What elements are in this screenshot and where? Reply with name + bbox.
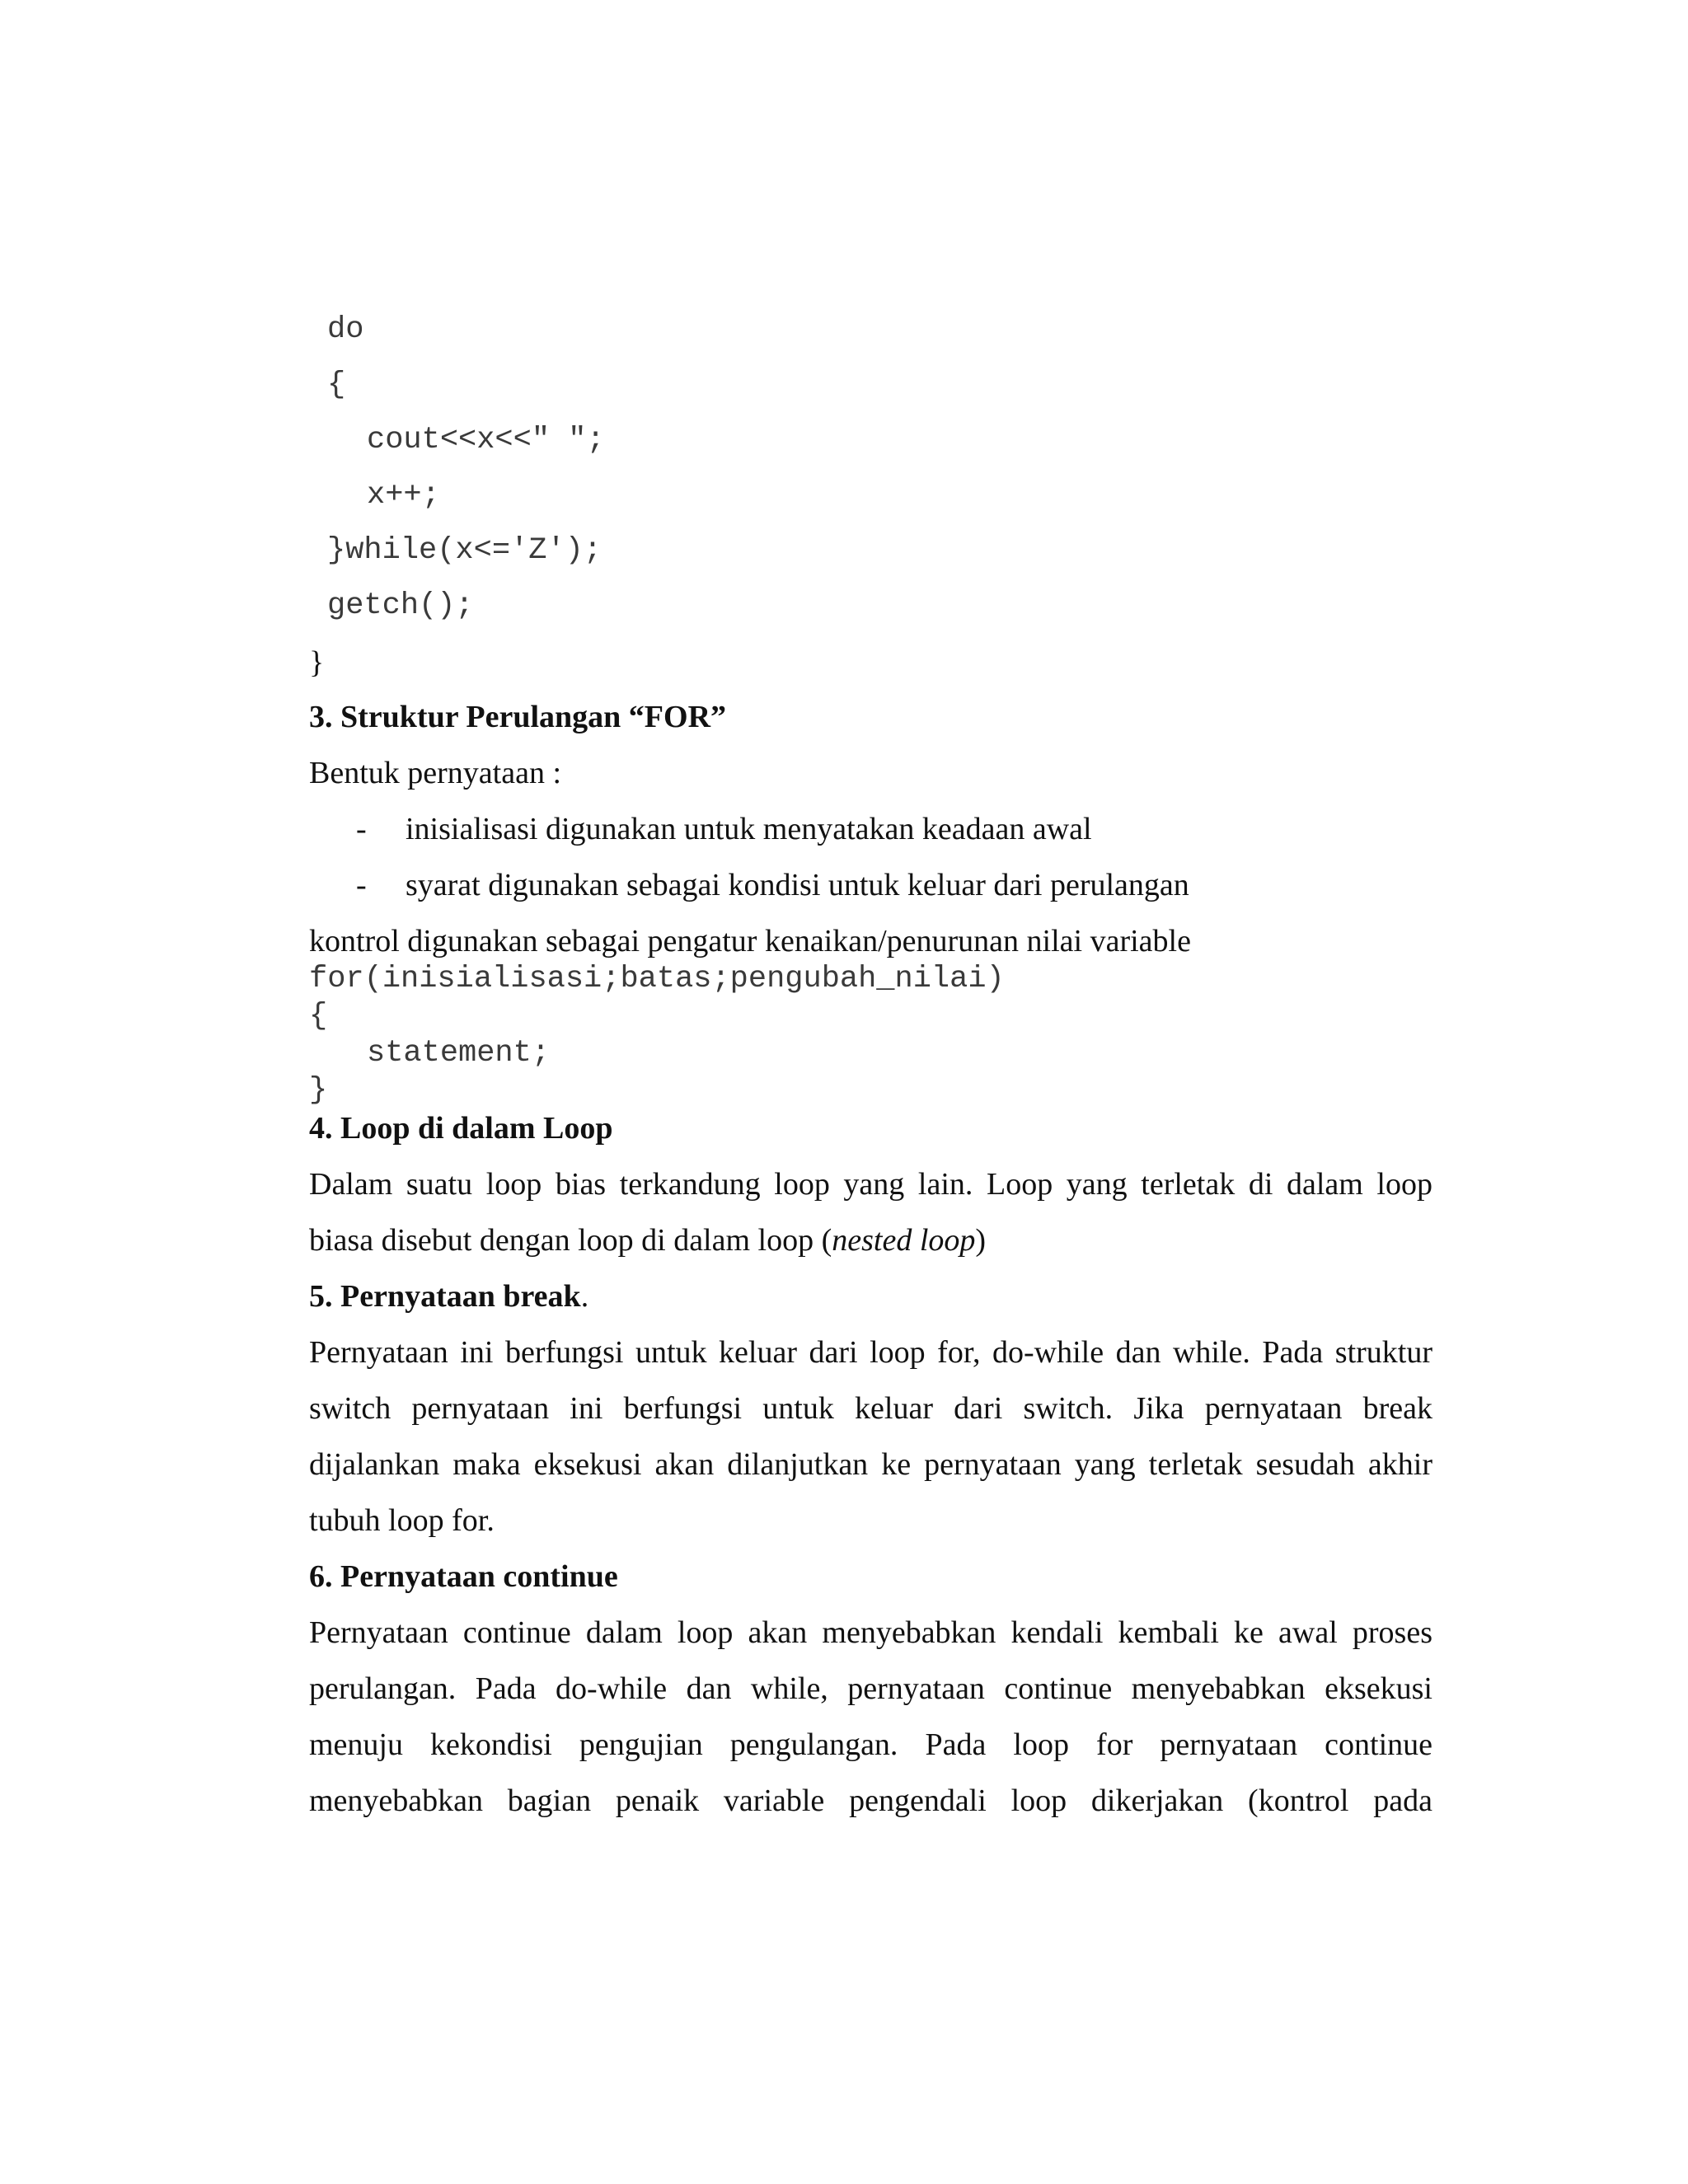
bullet-item: syarat digunakan sebagai kondisi untuk keluar dari perulangan: [406, 868, 1189, 902]
code-line: }while(x<='Z');: [327, 533, 603, 568]
bullet-marker: -: [356, 868, 367, 902]
text-span: biasa disebut dengan loop di dalam loop (: [309, 1223, 832, 1258]
code-line: x++;: [367, 478, 440, 513]
paragraph-line: switch pernyataan ini berfungsi untuk keluar dari switch. Jika pernyataan break: [309, 1391, 1432, 1426]
italic-term: nested loop: [832, 1223, 976, 1258]
code-line: }: [309, 1073, 328, 1108]
paragraph-line: Pernyataan continue dalam loop akan menyebabkan kendali kembali ke awal proses: [309, 1615, 1432, 1650]
heading-period: .: [580, 1279, 589, 1314]
code-line: cout<<x<<" ";: [367, 423, 605, 457]
section-heading: 4. Loop di dalam Loop: [309, 1111, 613, 1146]
paragraph-line: dijalankan maka eksekusi akan dilanjutkan ke pernyataan yang terletak sesudah akhir: [309, 1447, 1432, 1482]
section-heading: 3. Struktur Perulangan “FOR”: [309, 700, 727, 734]
code-line: for(inisialisasi;batas;pengubah_nilai): [309, 962, 1005, 996]
bullet-item: inisialisasi digunakan untuk menyatakan keadaan awal: [406, 812, 1092, 846]
paragraph-line: menyebabkan bagian penaik variable pengendali loop dikerjakan (kontrol pada: [309, 1783, 1432, 1818]
paragraph-line: menuju kekondisi pengujian pengulangan. Pada loop for pernyataan continue: [309, 1727, 1432, 1762]
section-heading: 6. Pernyataan continue: [309, 1559, 618, 1594]
bullet-marker: -: [356, 812, 367, 846]
section-heading: [309, 1281, 588, 1312]
closing-brace: }: [309, 645, 325, 680]
paragraph-line: tubuh loop for.: [309, 1503, 495, 1538]
code-line: getch();: [327, 588, 474, 623]
code-line: statement;: [367, 1036, 551, 1071]
paragraph-line: perulangan. Pada do-while dan while, pernyataan continue menyebabkan eksekusi: [309, 1671, 1432, 1706]
code-line: {: [309, 999, 328, 1033]
code-line: {: [327, 368, 346, 402]
paragraph-text: Bentuk pernyataan :: [309, 756, 562, 790]
code-line: do: [327, 312, 364, 347]
paragraph-line: [309, 1225, 986, 1256]
paragraph-line: Dalam suatu loop bias terkandung loop yang lain. Loop yang terletak di dalam loop: [309, 1167, 1432, 1202]
paragraph-line: Pernyataan ini berfungsi untuk keluar dari loop for, do-while dan while. Pada struktur: [309, 1335, 1432, 1370]
heading-bold: 5. Pernyataan break: [309, 1279, 581, 1314]
text-span: ): [975, 1223, 987, 1258]
paragraph-text: kontrol digunakan sebagai pengatur kenaikan/penurunan nilai variable: [309, 924, 1191, 958]
